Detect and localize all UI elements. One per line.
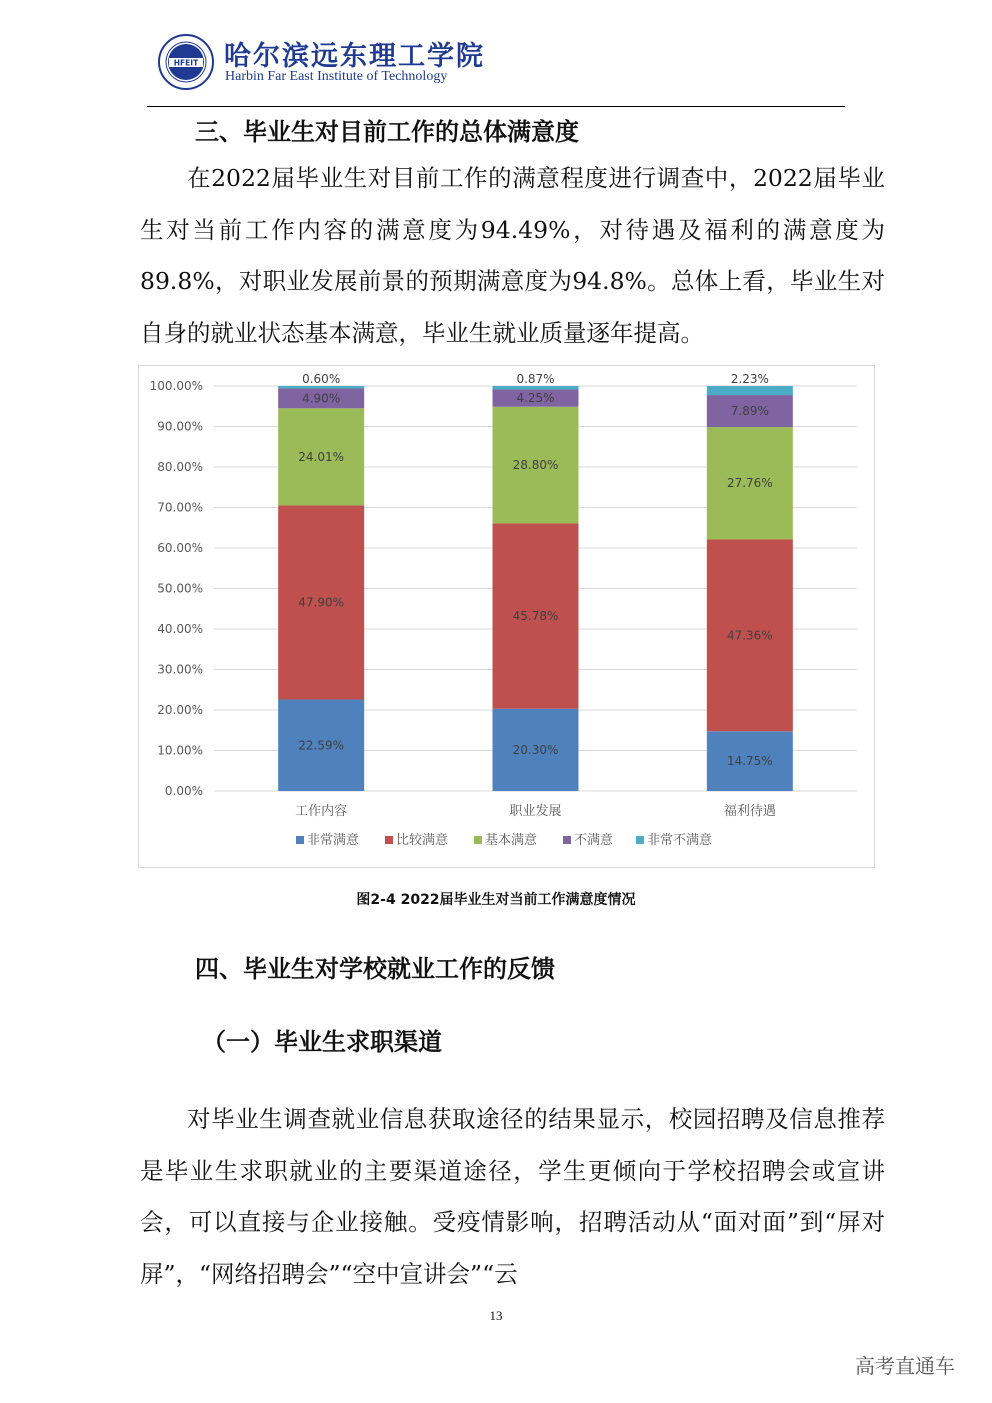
data-label: 22.59% [298,738,345,753]
data-label: 0.60% [302,372,341,386]
chart-canvas [139,366,874,867]
data-label: 2.23% [730,372,769,387]
data-label: 20.30% [512,742,559,757]
data-label: 14.75% [726,754,773,769]
watermark: 高考直通车 [855,1354,955,1378]
data-label: 0.87% [516,372,555,386]
legend-swatch [563,836,571,844]
logo-text: HFEIT [173,58,199,68]
y-tick-label: 40.00% [157,622,203,636]
legend-label: 比较满意 [396,833,449,848]
y-tick-label: 50.00% [157,581,203,596]
legend-swatch [474,836,482,844]
data-label: 4.25% [516,391,555,406]
y-tick-label: 70.00% [157,500,203,515]
section-4-paragraph: 对毕业生调查就业信息获取途径的结果显示，校园招聘及信息推荐是毕业生求职就业的主要渠道途径，学生更倾向于学校招聘会或宣讲会，可以直接与企业接触。受疫情影响，招聘活动从“面对面”到“屏对屏”，“网络招聘会”“空中宣讲会”“云 [140,1105,885,1288]
x-tick-label: 福利待遇 [723,804,776,819]
data-label: 45.78% [512,609,559,624]
section-3-heading: 三、毕业生对目前工作的总体满意度 [195,118,579,146]
section-4-subheading: （一）毕业生求职渠道 [202,1028,442,1056]
data-label: 27.76% [726,476,773,491]
legend-swatch [296,836,304,844]
y-tick-label: 100.00% [149,379,203,393]
university-logo-icon [157,33,215,91]
legend-label: 非常不满意 [647,833,713,848]
x-tick-label: 工作内容 [295,804,348,819]
section-4-heading: 四、毕业生对学校就业工作的反馈 [195,955,555,983]
university-name-cn: 哈尔滨远东理工学院 [224,41,485,72]
y-tick-label: 80.00% [157,460,203,474]
bar-segment [278,386,364,388]
y-tick-label: 30.00% [157,662,203,677]
legend-swatch [636,836,644,844]
data-label: 4.90% [302,391,341,406]
data-label: 28.80% [512,458,559,473]
section-3-paragraph: 在2022届毕业生对目前工作的满意程度进行调查中，2022届毕业生对当前工作内容的满意度为94.49%，对待遇及福利的满意度为89.8%，对职业发展前景的预期满意度为94.8%。总体上看，毕业生对自身的就业状态基本满意，毕业生就业质量逐年提高。 [140,164,885,347]
bar-segment [493,386,579,390]
header-divider [147,106,845,107]
y-tick-label: 0.00% [164,784,203,798]
bar-segment [707,386,793,395]
legend-label: 非常满意 [307,833,360,848]
legend-swatch [385,836,393,844]
chart-caption: 图2-4 2022届毕业生对当前工作满意度情况 [356,892,636,908]
page-number: 13 [489,1308,503,1323]
legend-label: 不满意 [574,833,614,848]
y-tick-label: 20.00% [157,703,203,717]
legend-label: 基本满意 [485,833,538,848]
y-tick-label: 90.00% [157,419,203,434]
university-name-en: Harbin Far East Institute of Technology [225,69,448,84]
y-tick-label: 60.00% [157,541,203,555]
data-label: 24.01% [298,449,345,464]
data-label: 7.89% [730,404,769,419]
satisfaction-chart [138,365,875,868]
x-tick-label: 职业发展 [509,804,562,819]
data-label: 47.90% [298,595,345,610]
y-tick-label: 10.00% [157,743,203,758]
data-label: 47.36% [726,628,773,643]
